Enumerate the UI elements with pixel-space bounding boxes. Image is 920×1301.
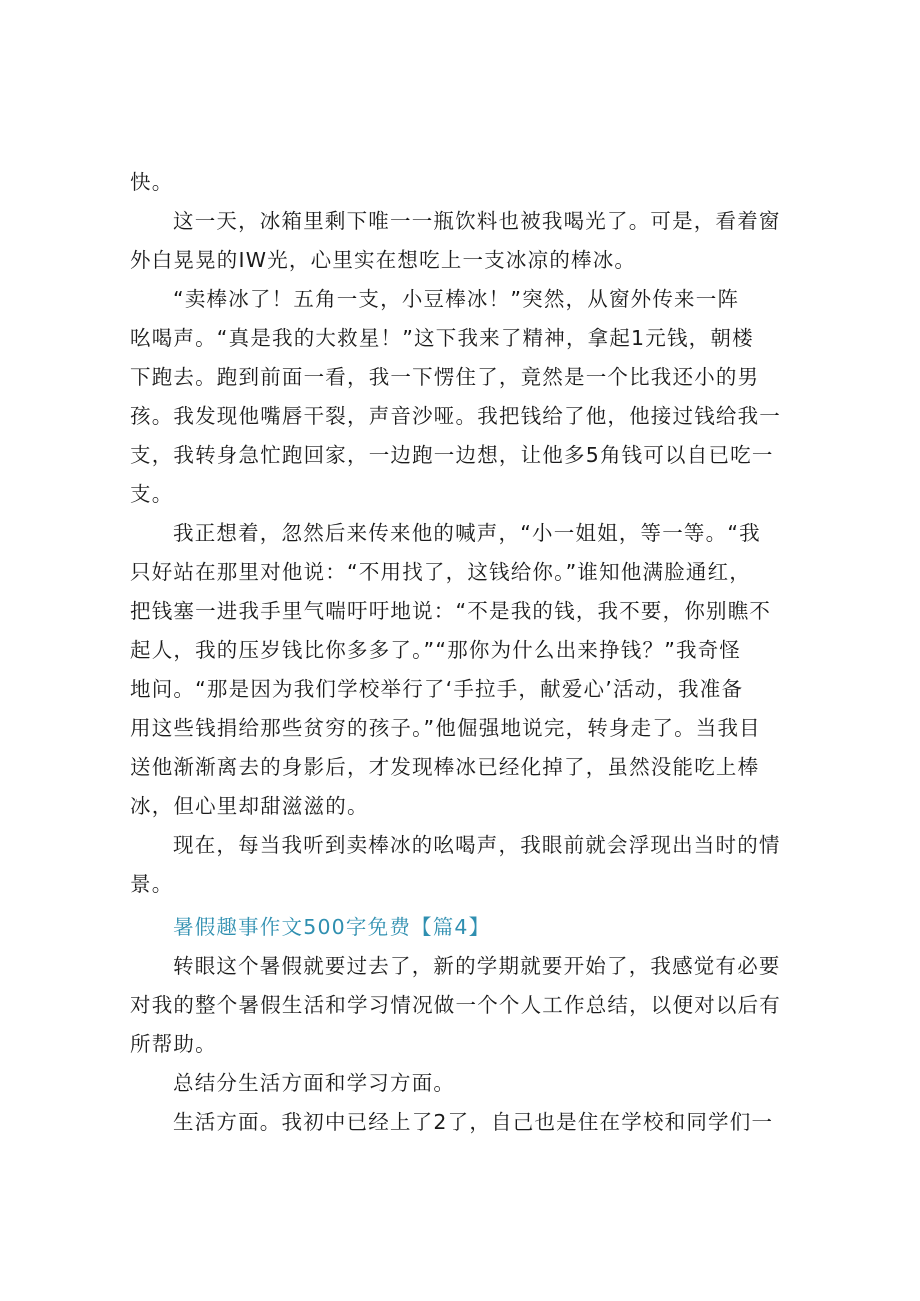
text-line: 下跑去。跑到前面一看，我一下愣住了，竟然是一个比我还小的男 (130, 365, 760, 389)
text-line: 只好站在那里对他说：“不用找了，这钱给你。”谁知他满脸通红， (130, 560, 751, 584)
text-line: 支，我转身急忙跑回家，一边跑一边想，让他多5角钱可以自已吃一 (130, 443, 774, 467)
text-line: 送他渐渐离去的身影后，才发现棒冰已经化掉了，虽然没能吃上棒 (130, 755, 760, 779)
text-line: 外白晃晃的IW光，心里实在想吃上一支冰凉的棒冰。 (130, 248, 637, 272)
text-line: 起人，我的压岁钱比你多多了。”“那你为什么出来挣钱？”我奇怪 (130, 638, 742, 662)
text-line: 转眼这个暑假就要过去了，新的学期就要开始了，我感觉有必要 (173, 954, 781, 978)
text-line: 我正想着，忽然后来传来他的喊声，“小一姐姐，等一等。“我 (173, 521, 761, 545)
text-line: 地问。“那是因为我们学校举行了‘手拉手，献爱心’活动，我准备 (130, 677, 744, 701)
text-line: 这一天，冰箱里剩下唯一一瓶饮料也被我喝光了。可是，看着窗 (173, 209, 781, 233)
section-heading: 暑假趣事作文500字免费【篇4】 (173, 915, 491, 939)
text-line: 把钱塞一进我手里气喘吁吁地说：“不是我的钱，我不要，你别瞧不 (130, 599, 772, 623)
text-line: “卖棒冰了！五角一支，小豆棒冰！”突然，从窗外传来一阵 (173, 287, 740, 311)
text-line: 对我的整个暑假生活和学习情况做一个个人工作总结，以便对以后有 (130, 993, 781, 1017)
text-line: 生活方面。我初中已经上了2了，自己也是住在学校和同学们一 (173, 1110, 774, 1134)
text-line: 吆喝声。“真是我的大救星！”这下我来了精神，拿起1元钱，朝楼 (130, 326, 754, 350)
text-line: 总结分生活方面和学习方面。 (173, 1071, 456, 1095)
text-line: 所帮助。 (130, 1032, 217, 1056)
text-line: 用这些钱捐给那些贫穷的孩子。”他倔强地说完，转身走了。当我目 (130, 716, 761, 740)
text-line: 冰，但心里却甜滋滋的。 (130, 794, 369, 818)
text-line: 快。 (130, 170, 174, 194)
text-line: 现在，每当我听到卖棒冰的吆喝声，我眼前就会浮现出当时的情 (173, 833, 781, 857)
text-line: 支。 (130, 482, 174, 506)
text-line: 孩。我发现他嘴唇干裂，声音沙哑。我把钱给了他，他接过钱给我一 (130, 404, 781, 428)
text-line: 景。 (130, 872, 174, 896)
